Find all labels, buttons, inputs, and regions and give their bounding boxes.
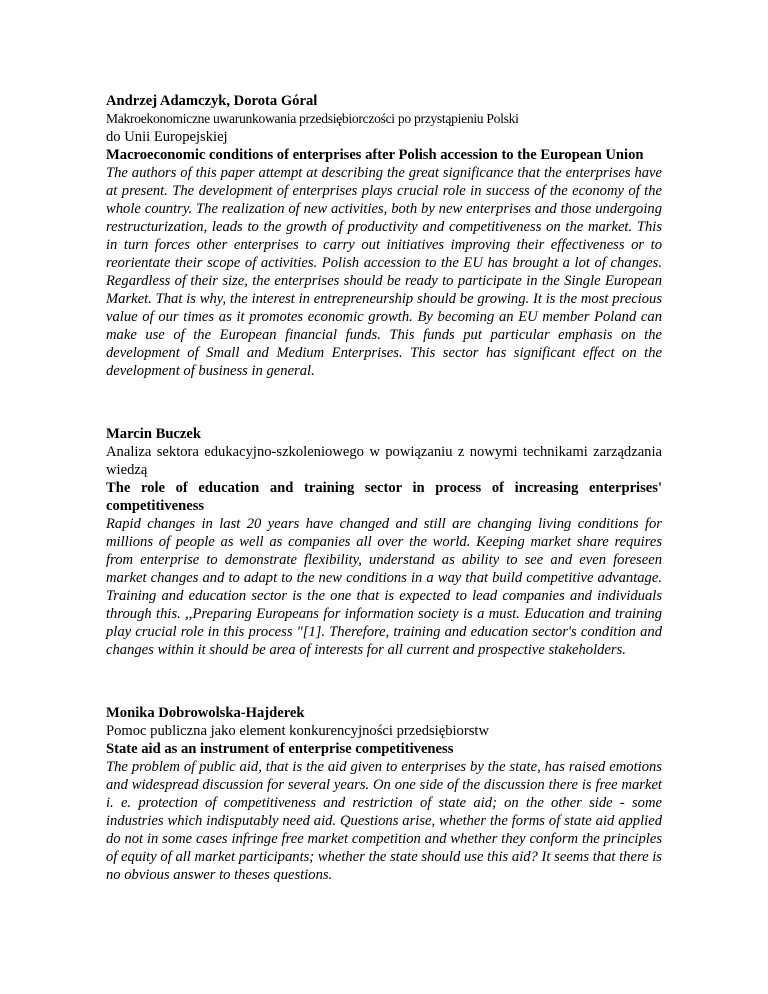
entry-abstract: The authors of this paper attempt at describing the great significance that the enterprises have at present. The development of enterprises plays crucial role in success of the economy of the whole country. The realization of new activities, both by new enterprises and those undergoing restructurization, leads to the growth of productivity and competitiveness on the market. This in turn forces other enterprises to carry out initiatives improving their effectiveness or to reorientate their scope of activities. Polish accession to the EU has brought a lot of changes. Regardless of their size, the enterprises should be ready to participate in the Single European Market. That is why, the interest in entrepreneurship should be growing. It is the most precious value of our times as it promotes economic growth. By becoming an EU member Poland can make use of the European financial funds. This funds put particular emphasis on the development of Small and Medium Enterprises. This sector has significant effect on the development of business in general. — [106, 165, 662, 379]
entry-english-title: The role of education and training sector in process of increasing enterprises' competitiveness — [106, 480, 662, 514]
entry-english-title: State aid as an instrument of enterprise competitiveness — [106, 741, 454, 757]
entry-polish-title — [106, 110, 662, 146]
entry-polish-title: Analiza sektora edukacyjno-szkoleniowego w powiązaniu z nowymi technikami zarządzania wiedzą — [106, 444, 662, 478]
entry-abstract: The problem of public aid, that is the aid given to enterprises by the state, has raised emotions and widespread discussion for several years. On one side of the discussion there is free market i. e. protection of competitiveness and restriction of state aid; on the other side - some industries which indisputably need aid. Questions arise, whether the forms of state aid applied do not in some cases infringe free market competition and whether they conform the principles of equity of all market participants; whether the state should use this aid? It seems that there is no obvious answer to theses questions. — [106, 759, 662, 883]
entry-english-title: Macroeconomic conditions of enterprises after Polish accession to the European Union — [106, 147, 644, 163]
entry-author: Andrzej Adamczyk, Dorota Góral — [106, 93, 318, 109]
abstract-entry-buczek — [106, 425, 662, 659]
entry-polish-title: Pomoc publiczna jako element konkurencyjności przedsiębiorstw — [106, 723, 489, 739]
entry-author: Monika Dobrowolska-Hajderek — [106, 705, 305, 721]
entry-abstract: Rapid changes in last 20 years have changed and still are changing living conditions for millions of people as well as companies all over the world. Keeping market share requires from enterprise to demonstrate flexibility, understand as ability to see and even foreseen market changes and to adapt to the new conditions in a way that build competitive advantage. Training and education sector is the one that is expected to lead companies and individuals through this. ,,Preparing Europeans for information society is a must. Education and training play crucial role in this process "[1]. Therefore, training and education sector's condition and changes within it should be area of interests for all current and prospective stakeholders. — [106, 516, 662, 658]
abstract-entry-dobrowolska-hajderek — [106, 704, 662, 884]
entry-author: Marcin Buczek — [106, 426, 201, 442]
entry-polish-title-line: do Unii Europejskiej — [106, 129, 228, 145]
entry-polish-title-line: Makroekonomiczne uwarunkowania przedsiębiorczości po przystąpieniu Polski — [106, 111, 519, 126]
abstract-entry-adamczyk-goral — [106, 92, 662, 380]
document-page — [106, 92, 662, 884]
